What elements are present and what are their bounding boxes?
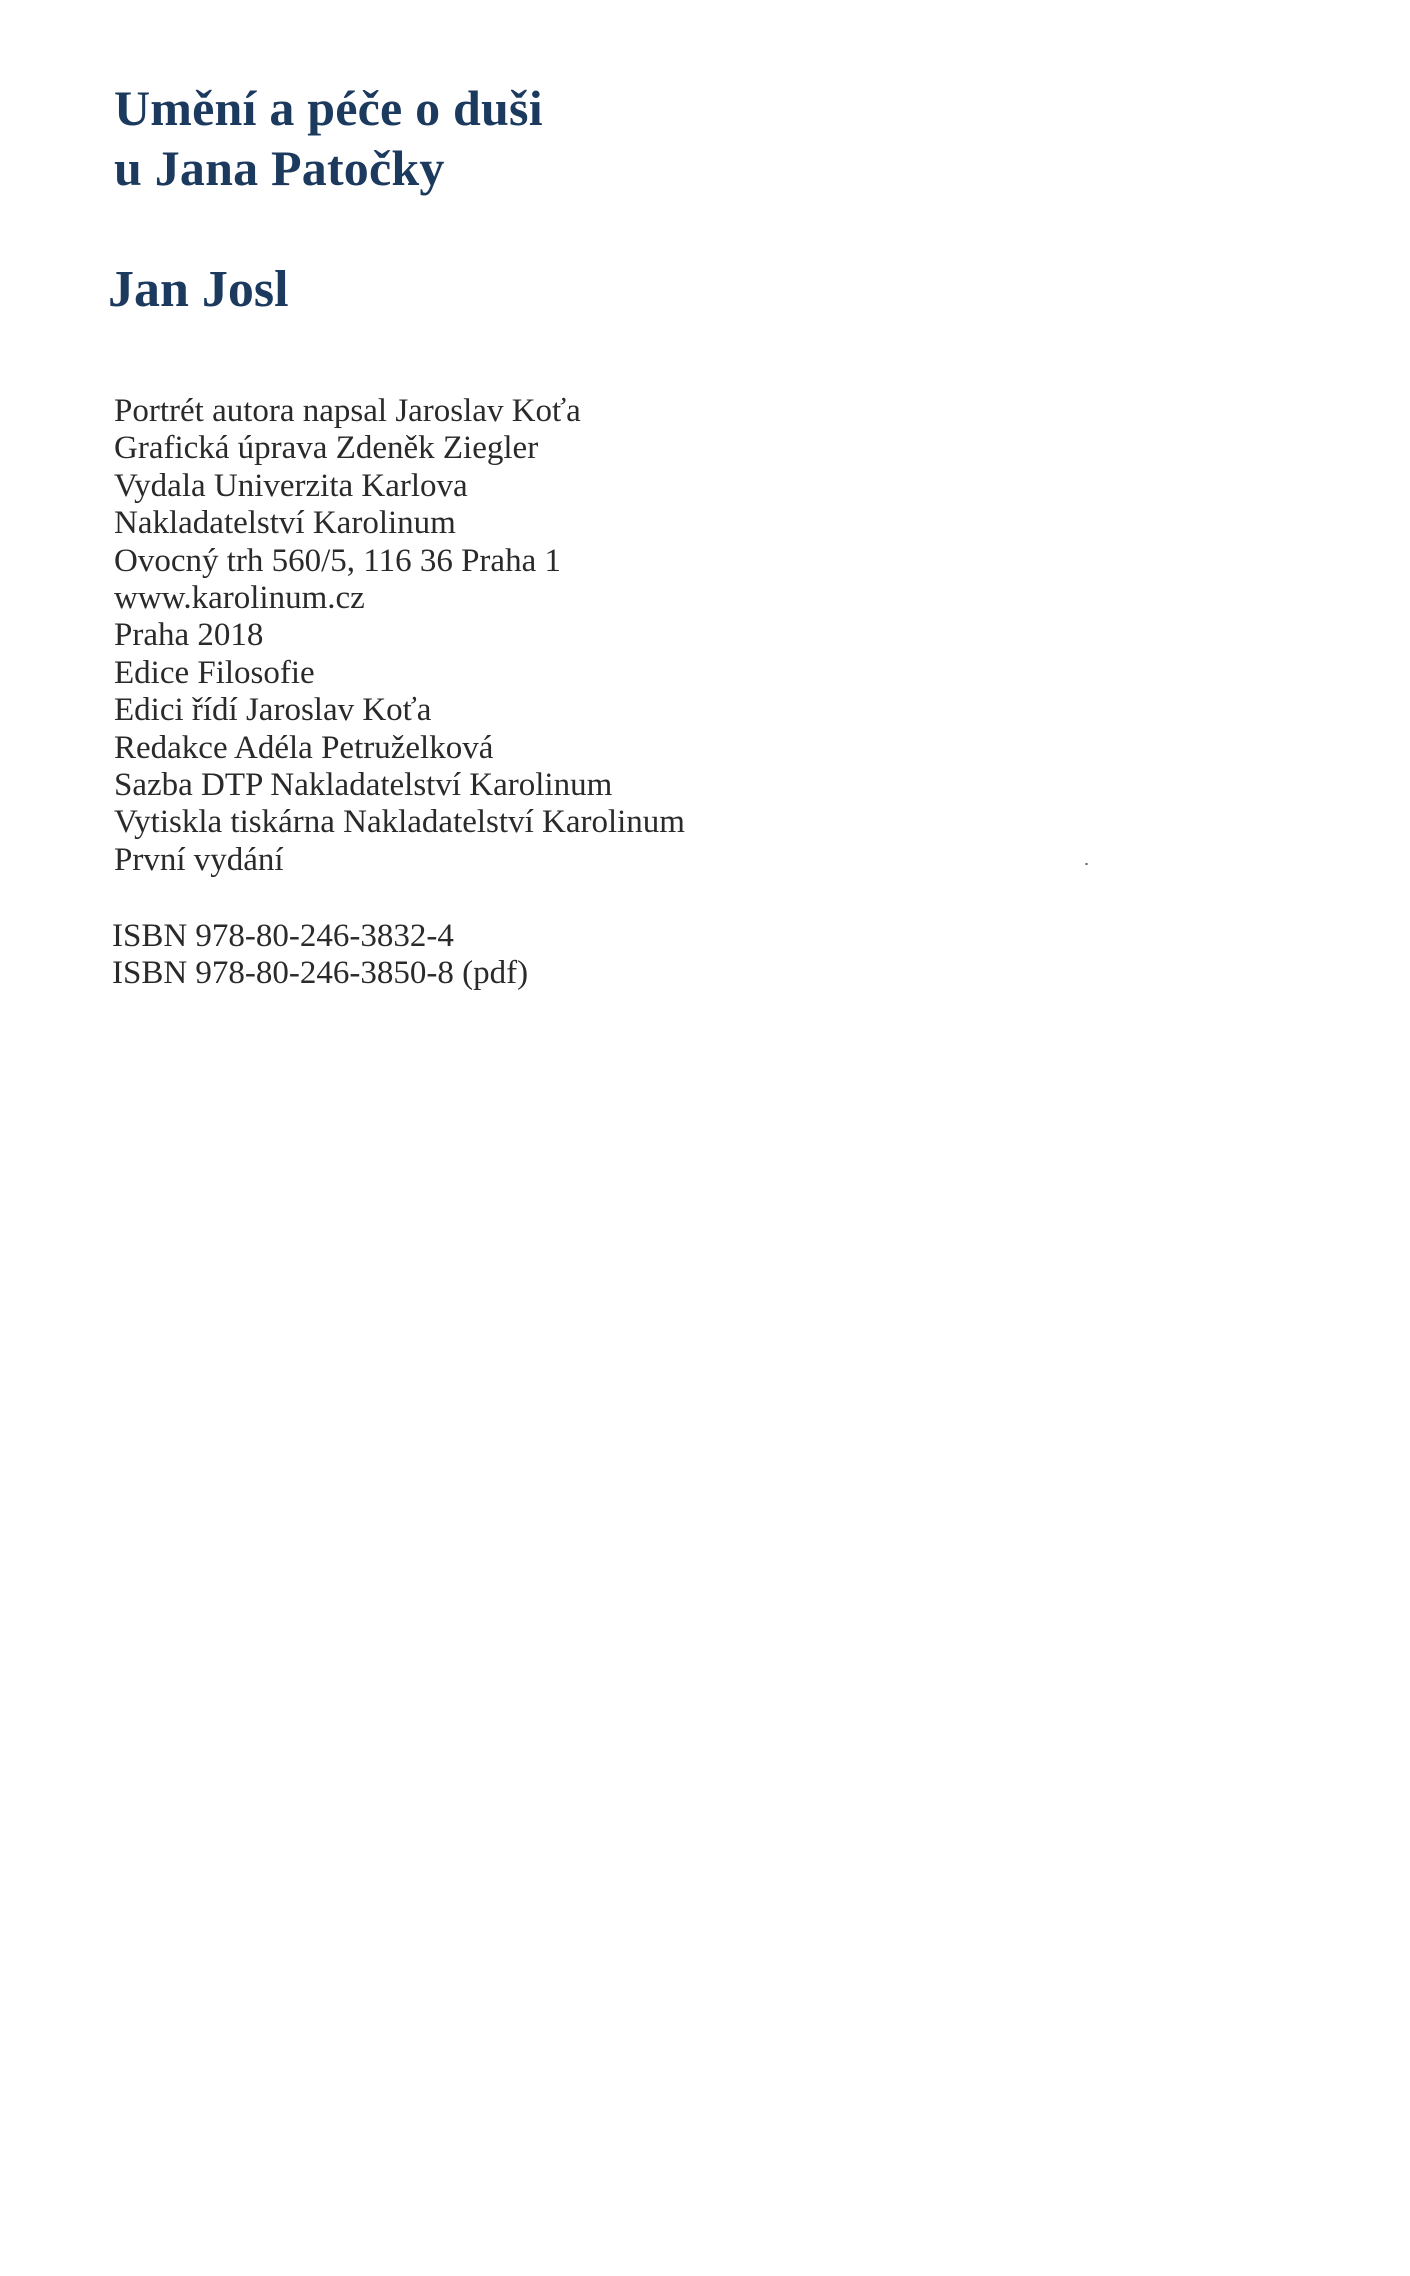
imprint-line-series-editor: Edici řídí Jaroslav Koťa [114,692,432,729]
imprint-line-editor: Redakce Adéla Petruželková [114,729,494,766]
imprint-line-edition: První vydání [114,841,284,878]
isbn-block [112,918,528,992]
imprint-line-design: Grafická úprava Zdeněk Ziegler [114,430,539,467]
imprint-block [114,393,685,879]
author-name: Jan Josl [108,261,289,318]
imprint-line-series: Edice Filosofie [114,654,315,691]
imprint-line-address: Ovocný trh 560/5, 116 36 Praha 1 [114,542,561,579]
imprint-line-portrait: Portrét autora napsal Jaroslav Koťa [114,393,581,429]
title-line-1: Umění a péče o duši [114,80,543,136]
book-title [114,78,1214,198]
imprint-line-typesetting: Sazba DTP Nakladatelství Karolinum [114,767,613,804]
imprint-line-website: www.karolinum.cz [114,580,365,617]
imprint-line-publisher: Vydala Univerzita Karlova [114,467,468,504]
title-line-2: u Jana Patočky [114,140,445,196]
imprint-line-printer: Vytiskla tiskárna Nakladatelství Karolinum [114,804,685,841]
isbn-print: ISBN 978-80-246-3832-4 [112,918,454,954]
isbn-pdf: ISBN 978-80-246-3850-8 (pdf) [112,955,529,991]
print-speck [1085,863,1088,865]
imprint-line-press: Nakladatelství Karolinum [114,505,456,542]
imprint-line-place-year: Praha 2018 [114,617,264,654]
